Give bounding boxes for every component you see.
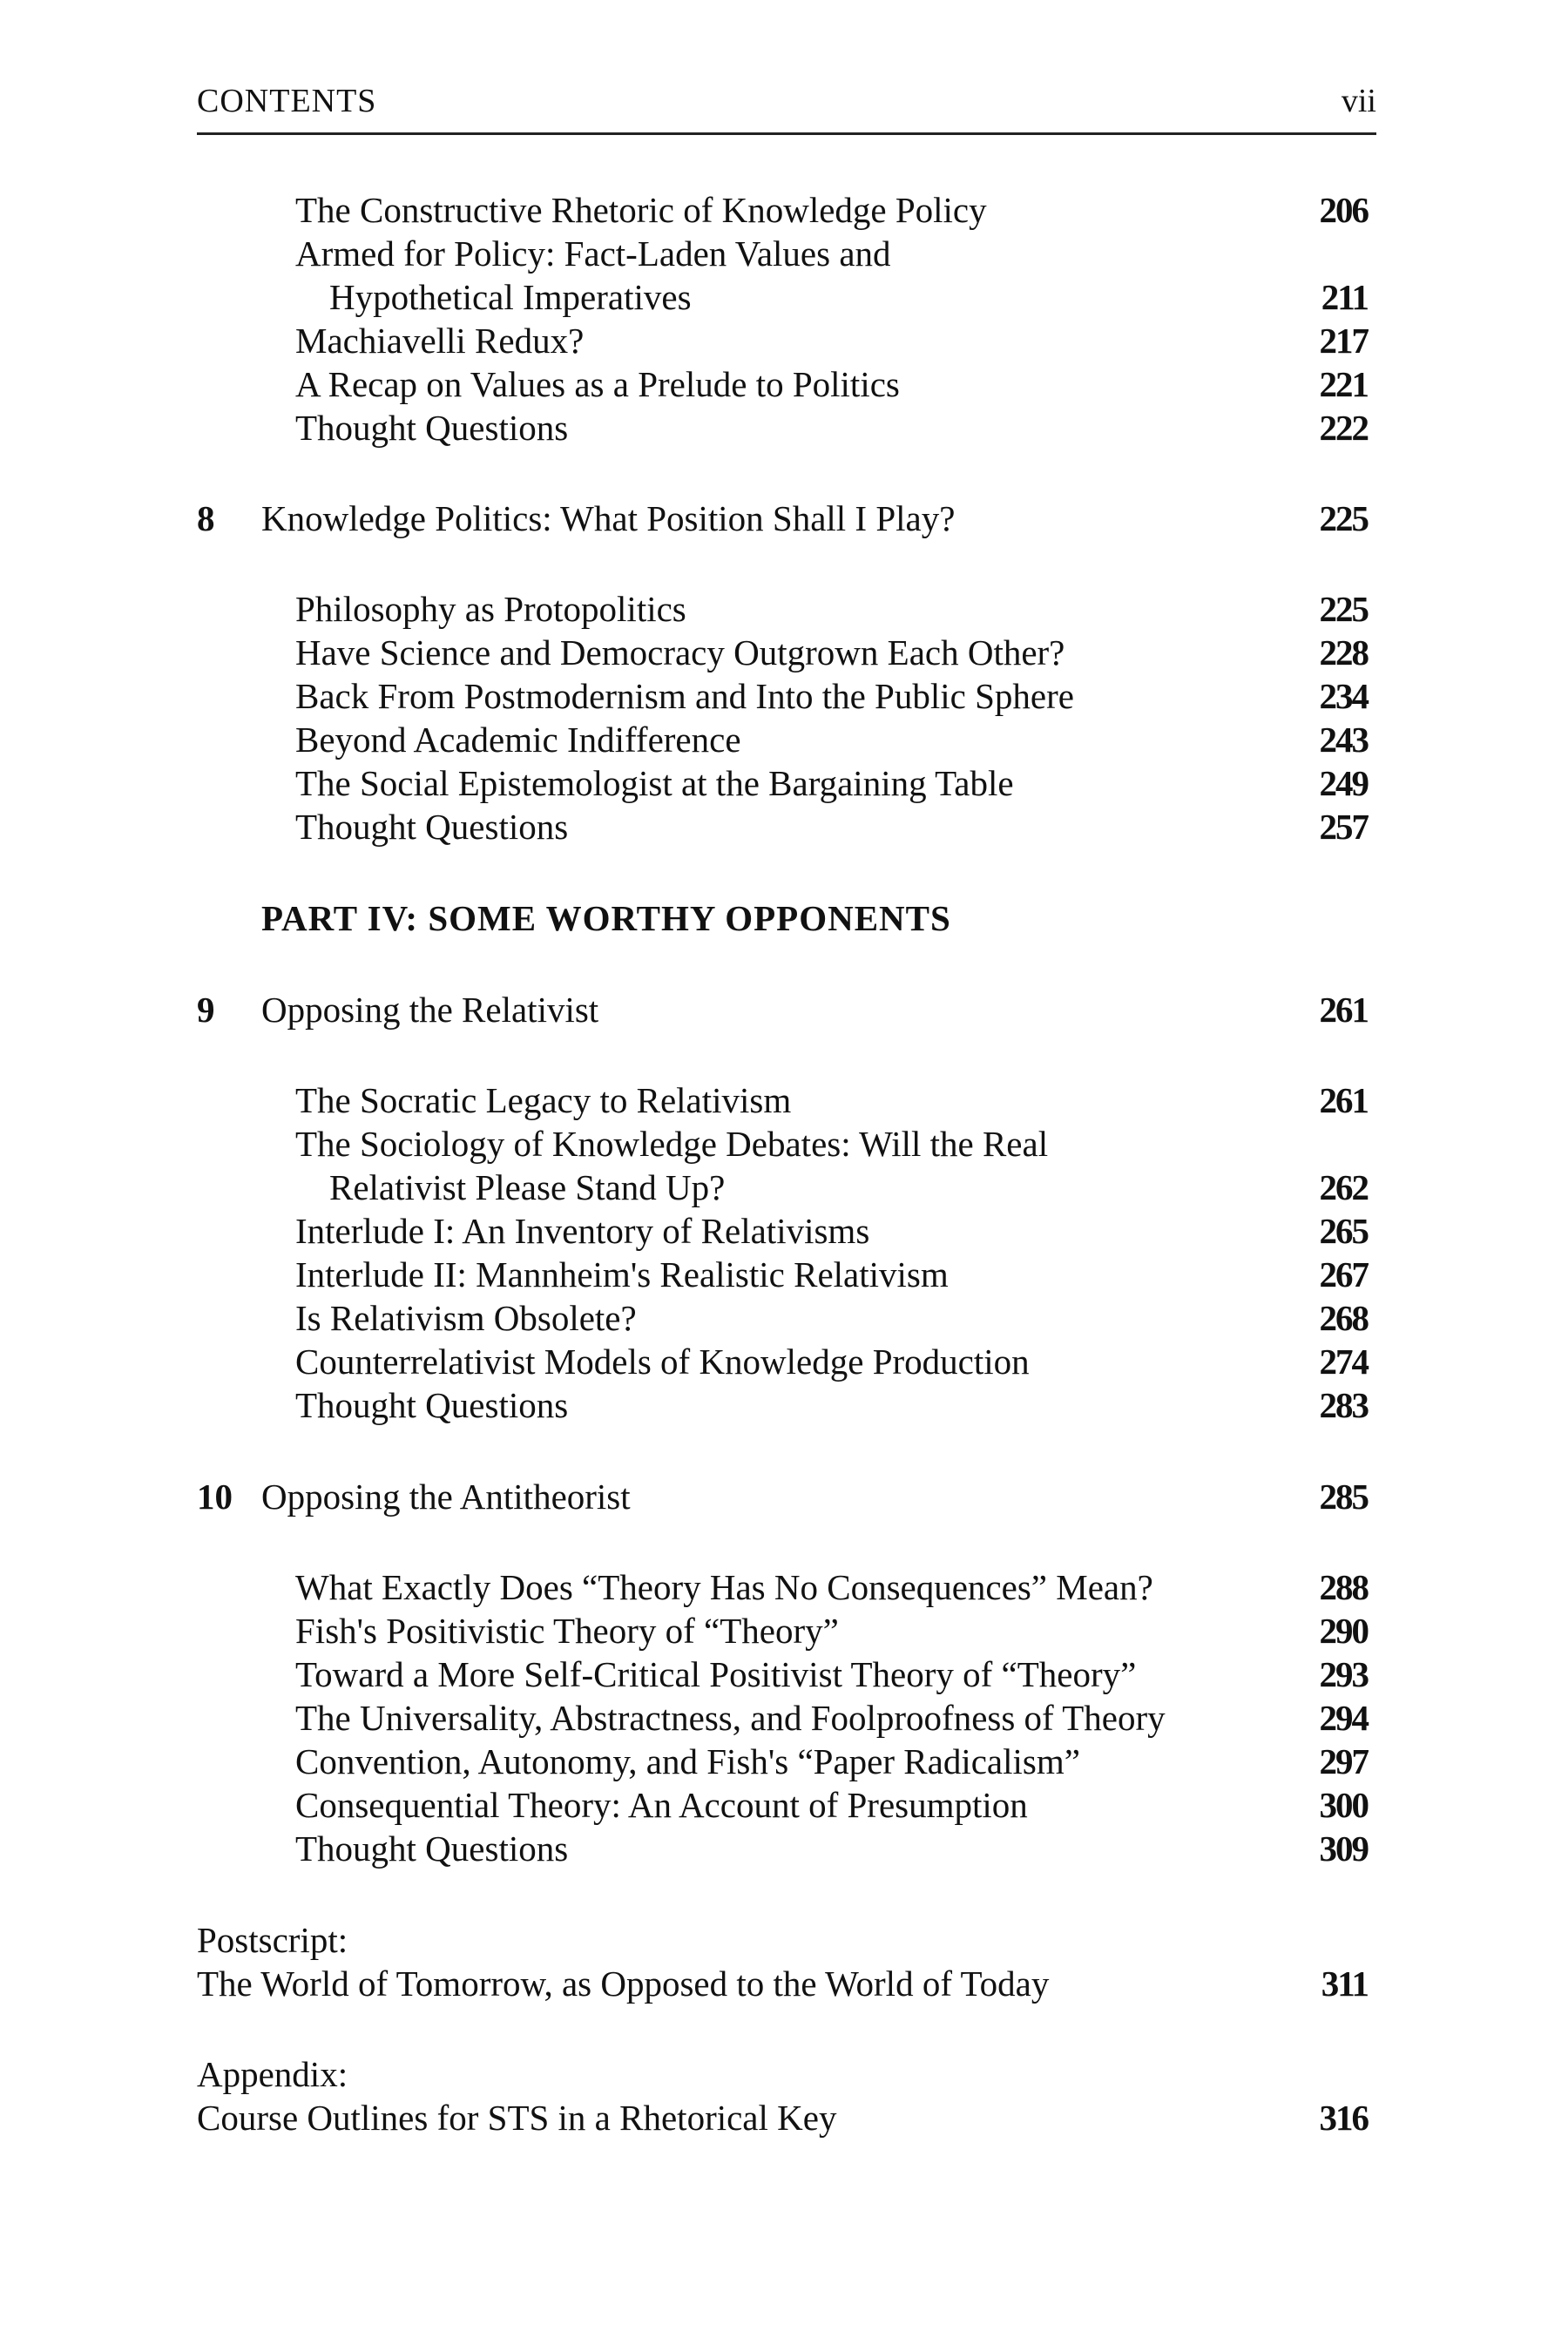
toc-entry-text: The Constructive Rhetoric of Knowledge Policy	[295, 190, 987, 230]
chapter-number: 8	[197, 498, 215, 538]
toc-page-number: 222	[1319, 408, 1368, 448]
toc-page-number: 285	[1319, 1477, 1368, 1517]
toc-page-number: 297	[1319, 1741, 1368, 1781]
toc-entry-text: Philosophy as Protopolitics	[295, 589, 686, 629]
postscript-title: The World of Tomorrow, as Opposed to the World of Today	[197, 1963, 1050, 2004]
toc-page-number: 249	[1319, 763, 1368, 803]
toc-page-number: 261	[1319, 1080, 1368, 1120]
toc-entry-text: Have Science and Democracy Outgrown Each Other?	[295, 632, 1065, 672]
postscript-label: Postscript:	[197, 1920, 348, 1960]
toc-entry-text: Thought Questions	[295, 807, 569, 847]
toc-entry-text: Counterrelativist Models of Knowledge Production	[295, 1342, 1030, 1382]
toc-page-number: 294	[1319, 1698, 1368, 1738]
toc-entry-text: Back From Postmodernism and Into the Public Sphere	[295, 676, 1074, 716]
appendix-title: Course Outlines for STS in a Rhetorical Key	[197, 2098, 837, 2138]
header-title: CONTENTS	[197, 83, 377, 119]
toc-entry-text: Is Relativism Obsolete?	[295, 1298, 637, 1338]
toc-page-number: 225	[1319, 589, 1368, 629]
toc-page-number: 262	[1319, 1167, 1368, 1207]
toc-entry-text: Interlude I: An Inventory of Relativisms	[295, 1211, 870, 1251]
toc-entry-text: Thought Questions	[295, 1385, 569, 1425]
toc-page-number: 267	[1319, 1254, 1368, 1294]
toc-entry-text: The Universality, Abstractness, and Foolproofness of Theory	[295, 1698, 1166, 1738]
toc-entry-text: Consequential Theory: An Account of Presumption	[295, 1785, 1028, 1825]
toc-page-number: 265	[1319, 1211, 1368, 1251]
toc-page-number: 311	[1321, 1963, 1368, 2004]
toc-entry-text: The Socratic Legacy to Relativism	[295, 1080, 792, 1120]
toc-page-number: 261	[1319, 990, 1368, 1030]
chapter-number: 10	[197, 1477, 233, 1517]
chapter-number: 9	[197, 990, 215, 1030]
toc-page-number: 283	[1319, 1385, 1368, 1425]
toc-page-number: 309	[1319, 1828, 1368, 1869]
toc-page-number: 217	[1319, 321, 1368, 361]
toc-entry-text: The Social Epistemologist at the Bargaining Table	[295, 763, 1014, 803]
toc-page-number: 206	[1319, 190, 1368, 230]
chapter-title: Knowledge Politics: What Position Shall I Play?	[261, 498, 956, 538]
toc-entry-text: Machiavelli Redux?	[295, 321, 585, 361]
toc-page-number: 243	[1319, 720, 1368, 760]
toc-page-number: 300	[1319, 1785, 1368, 1825]
toc-entry-text: Thought Questions	[295, 408, 569, 448]
toc-entry-text: Beyond Academic Indifference	[295, 720, 741, 760]
toc-page-number: 234	[1319, 676, 1368, 716]
toc-page-number: 211	[1321, 277, 1368, 317]
toc-entry-text: Fish's Positivistic Theory of “Theory”	[295, 1611, 839, 1651]
toc-page-number: 225	[1319, 498, 1368, 538]
toc-page-number: 221	[1319, 364, 1368, 404]
header-page-number: vii	[1341, 83, 1376, 119]
part-heading: PART IV: SOME WORTHY OPPONENTS	[261, 898, 951, 938]
toc-page-number: 288	[1319, 1567, 1368, 1607]
toc-entry-text: Relativist Please Stand Up?	[329, 1167, 726, 1207]
toc-entry-text: Toward a More Self-Critical Positivist Theory of “Theory”	[295, 1654, 1137, 1694]
toc-entry-text: A Recap on Values as a Prelude to Politics	[295, 364, 900, 404]
toc-page-number: 293	[1319, 1654, 1368, 1694]
toc-entry-text: What Exactly Does “Theory Has No Consequences” Mean?	[295, 1567, 1153, 1607]
toc-page-number: 316	[1319, 2098, 1368, 2138]
toc-entry-text: Convention, Autonomy, and Fish's “Paper Radicalism”	[295, 1741, 1080, 1781]
toc-entry-text: Armed for Policy: Fact-Laden Values and	[295, 233, 891, 274]
toc-entry-text: Thought Questions	[295, 1828, 569, 1869]
chapter-title: Opposing the Antitheorist	[261, 1477, 631, 1517]
chapter-title: Opposing the Relativist	[261, 990, 599, 1030]
appendix-label: Appendix:	[197, 2054, 348, 2094]
toc-page-number: 268	[1319, 1298, 1368, 1338]
toc-entry-text: Interlude II: Mannheim's Realistic Relativism	[295, 1254, 949, 1294]
toc-page-number: 257	[1319, 807, 1368, 847]
toc-entry-text: Hypothetical Imperatives	[329, 277, 692, 317]
running-header	[197, 80, 1376, 135]
toc-page-number: 274	[1319, 1342, 1368, 1382]
toc-page-number: 228	[1319, 632, 1368, 672]
toc-page-number: 290	[1319, 1611, 1368, 1651]
toc-entry-text: The Sociology of Knowledge Debates: Will the Real	[295, 1124, 1049, 1164]
